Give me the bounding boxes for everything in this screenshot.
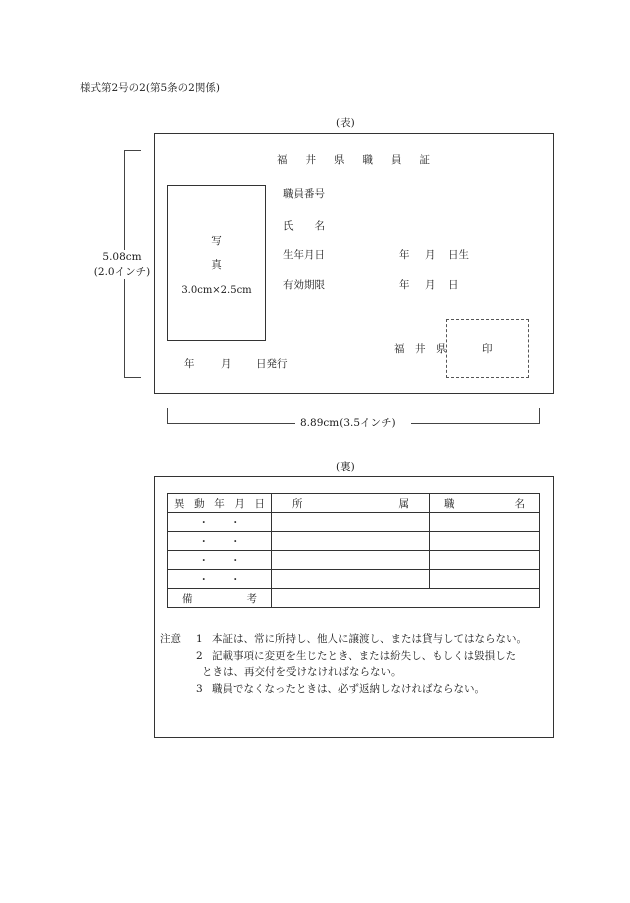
table-row: [168, 570, 540, 589]
employee-number-label: 職員番号: [283, 188, 325, 200]
height-cm: 5.08cm: [102, 251, 142, 263]
note-number: 3: [196, 683, 203, 695]
width-line-right: [411, 423, 540, 424]
front-side-label: (表): [336, 117, 355, 129]
expiry-year: 年: [399, 279, 410, 291]
header-affiliation: 所 属: [272, 494, 430, 513]
note-number: 2: [196, 650, 203, 662]
expiry-label: 有効期限: [283, 279, 325, 291]
date-cell: ・ ・: [168, 532, 272, 551]
table-header-row: [168, 494, 540, 513]
affiliation-cell: [272, 551, 430, 570]
position-cell: [430, 513, 540, 532]
photo-label-1: 写: [211, 235, 222, 247]
affiliation-cell: [272, 570, 430, 589]
expiry-day: 日: [448, 279, 459, 291]
date-cell: ・ ・: [168, 513, 272, 532]
table-row: [168, 513, 540, 532]
issued-day: 日発行: [256, 358, 288, 370]
card-title-char: 福: [277, 154, 288, 166]
table-row: [168, 532, 540, 551]
height-bracket-top: [124, 150, 141, 151]
date-cell: ・ ・: [168, 570, 272, 589]
remarks-row: [168, 589, 540, 608]
affiliation-cell: [272, 513, 430, 532]
card-title-char: 員: [391, 154, 402, 166]
card-title: [277, 155, 430, 166]
position-cell: [430, 551, 540, 570]
birth-date-label: 生年月日: [283, 249, 325, 261]
seal-label: 印: [482, 343, 493, 355]
table-row: [168, 551, 540, 570]
affiliation-cell: [272, 532, 430, 551]
birth-month: 月: [425, 249, 436, 261]
width-dimension: 8.89cm(3.5インチ): [300, 417, 396, 429]
form-number: 様式第2号の2(第5条の2関係): [80, 82, 220, 94]
remarks-cell: [272, 589, 540, 608]
history-table: [167, 493, 540, 608]
card-title-char: 県: [334, 154, 345, 166]
birth-day: 日生: [448, 249, 469, 261]
height-dimension: [82, 250, 162, 279]
notes-lead: 注意: [160, 633, 181, 645]
expiry-month: 月: [425, 279, 436, 291]
issued-year: 年: [184, 358, 195, 370]
back-side-label: (裏): [336, 461, 355, 473]
photo-size: 3.0cm×2.5cm: [181, 285, 252, 296]
width-bracket-right: [539, 408, 540, 423]
note-text: 記載事項に変更を生じたとき、または紛失し、もしくは毀損した: [212, 650, 517, 662]
height-inch: (2.0インチ): [93, 265, 151, 278]
position-cell: [430, 570, 540, 589]
date-cell: ・ ・: [168, 551, 272, 570]
card-title-char: 職: [362, 154, 373, 166]
note-text: 職員でなくなったときは、必ず返納しなければならない。: [212, 683, 485, 695]
height-bracket-bottom: [124, 377, 141, 378]
header-transfer-date: 異 動 年 月 日: [168, 494, 272, 513]
note-text: 本証は、常に所持し、他人に譲渡し、または貸与してはならない。: [212, 633, 527, 645]
issuer: 福 井 県: [394, 343, 447, 355]
name-label: 氏 名: [283, 220, 325, 232]
birth-year: 年: [399, 249, 410, 261]
note-number: 1: [196, 633, 203, 645]
issued-month: 月: [221, 358, 232, 370]
card-title-char: 井: [305, 154, 316, 166]
card-title-char: 証: [419, 154, 430, 166]
remarks-label: 備 考: [168, 589, 272, 608]
header-position: 職 名: [430, 494, 540, 513]
width-bracket-left: [167, 408, 168, 423]
note-text-continued: ときは、再交付を受けなければならない。: [202, 666, 402, 678]
photo-label-2: 真: [211, 259, 222, 271]
position-cell: [430, 532, 540, 551]
width-line-left: [167, 423, 295, 424]
